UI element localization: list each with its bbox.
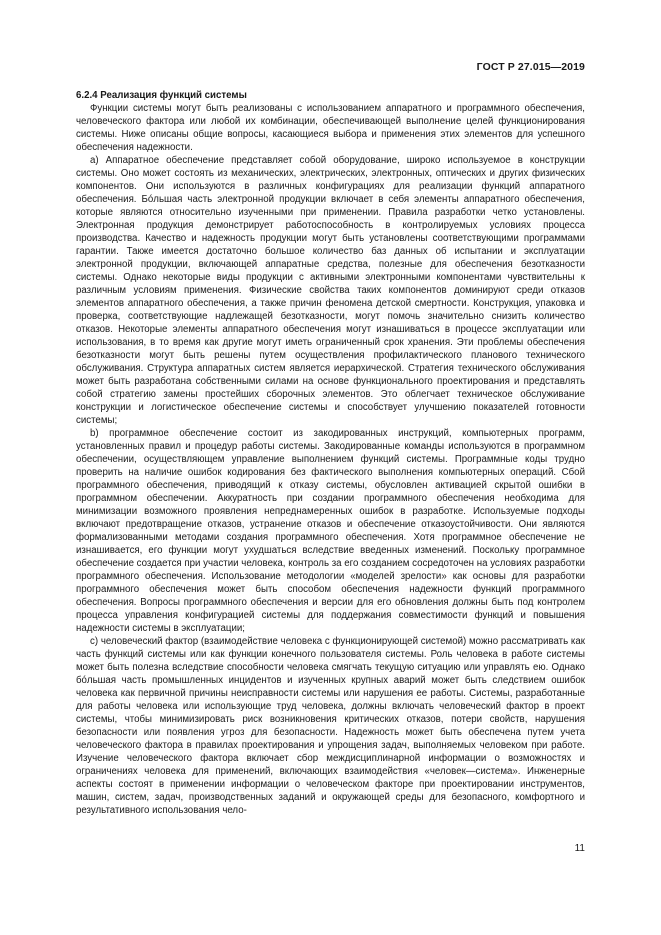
section-heading: 6.2.4 Реализация функций системы: [76, 90, 247, 101]
document-standard-id: ГОСТ Р 27.015—2019: [476, 61, 585, 73]
hardware-paragraph: а) Аппаратное обеспечение представляет собой оборудование, широко используемое в конструкции системы. Оно может состоять из механических, электрических, электронных, оптических и других физических компонентов. Они используются в различных конфигурациях для реализации функций аппаратного обеспечения. Бóльшая часть электронной продукции включает в себя элементы аппаратного обеспечения, которые являются относительно изученными при применении. Правила разработки четко установлены. Электронная продукция демонстрирует работоспособность в контролируемых условиях процесса производства. Качество и надежность продукции могут быть установлены соответствующими программами гарантии. Также имеется достаточно большое количество баз данных об испытании и эксплуатации электронной продукции, включающей аппаратные средства, полезные для обеспечения безотказности системы. Однако некоторые виды продукции с активными электронными компонентами чувствительны к различным условиям применения. Физические свойства таких компонентов доминируют среди отказов элементов аппаратного обеспечения, а также причин феномена детской смертности. Конструкция, упаковка и проверка, соответствующие надлежащей безотказности, могут помочь значительно снизить количество отказов. Некоторые элементы аппаратного обеспечения могут изнашиваться в процессе эксплуатации или использования, в то время как другие могут иметь ограниченный срок хранения. Эти проблемы обеспечения безотказности могут быть решены путем осуществления профилактического планового технического обслуживания. Структура аппаратных систем является иерархической. Стратегия технического обслуживания может быть разработана собственными силами на основе функционального проектирования и представлять собой стратегию замены простейших сборочных элементов. Это облегчает техническое обслуживание конструкции и логистическое обеспечение системы и способствует улучшению показателей готовности системы;: [76, 155, 585, 426]
human-factor-paragraph: c) человеческий фактор (взаимодействие человека с функционирующей системой) можно рассматривать как часть функций системы или как функции конечного пользователя системы. Роль человека в работе системы может быть полезна вследствие способности человека смягчать текущую ситуацию или управлять ею. Однако бóльшая часть промышленных инцидентов и изученных крупных аварий может быть следствием ошибок человека как первичной причины неисправности системы или нарушения ее работы. Системы, разработанные для работы человека или использующие труд человека, должны включать человеческий фактор в проект системы, чтобы минимизировать риск возникновения критических отказов, потери свойств, нарушения безопасности или появления угроз для безопасности. Надежность может быть обеспечена путем учета человеческого фактора в правилах проектирования и упрощения задач, выполняемых человеком при работе. Изучение человеческого фактора включает сбор междисциплинарной информации о возможностях и ограничениях человека для применений, включающих взаимодействия «человек—система». Инженерные аспекты состоят в применении информации о человеческом факторе при проектировании инструментов, машин, систем, задач, производственных заданий и окружающей среды для безопасного, комфортного и результативного использования чело-: [76, 636, 585, 816]
intro-paragraph: Функции системы могут быть реализованы с использованием аппаратного и программного обеспечения, человеческого фактора или любой их комбинации, обеспечивающей выполнение целей функционирования системы. Ниже описаны общие вопросы, касающиеся выбора и применения этих элементов для успешного обеспечения надежности.: [76, 103, 585, 153]
page-number: 11: [574, 843, 585, 854]
document-body: [76, 89, 585, 817]
software-paragraph: b) программное обеспечение состоит из закодированных инструкций, компьютерных программ, установленных правил и процедур работы системы. Закодированные команды используются в программном обеспечении, осуществляющем управление выполнением функций системы. Программные коды трудно проверить на наличие ошибок кодирования без фактического выполнения компьютерных операций. Сбой программного обеспечения, приводящий к отказу системы, обусловлен активацией скрытой ошибки в программном обеспечении. Аккуратность при создании программного обеспечения необходима для минимизации возможного проявления непреднамеренных ошибок в разработке. Используемые подходы включают предотвращение отказов, устранение отказов и обеспечение отказоустойчивости. Они являются формализованными методами создания программного обеспечения. Хотя программное обеспечение не изнашивается, его функции могут ухудшаться вследствие введенных изменений. Поскольку программное обеспечение создается при участии человека, контроль за его созданием сосредоточен на условиях разработки программного обеспечения. Использование методологии «моделей зрелости» как основы для разработки программного обеспечения может быть способом обеспечения надежности функций программного обеспечения. Вопросы программного обеспечения и версии для его обновления должны быть под контролем процесса управления конфигурацией системы для поддержания совместимости функций и повышения надежности системы в эксплуатации;: [76, 428, 585, 634]
